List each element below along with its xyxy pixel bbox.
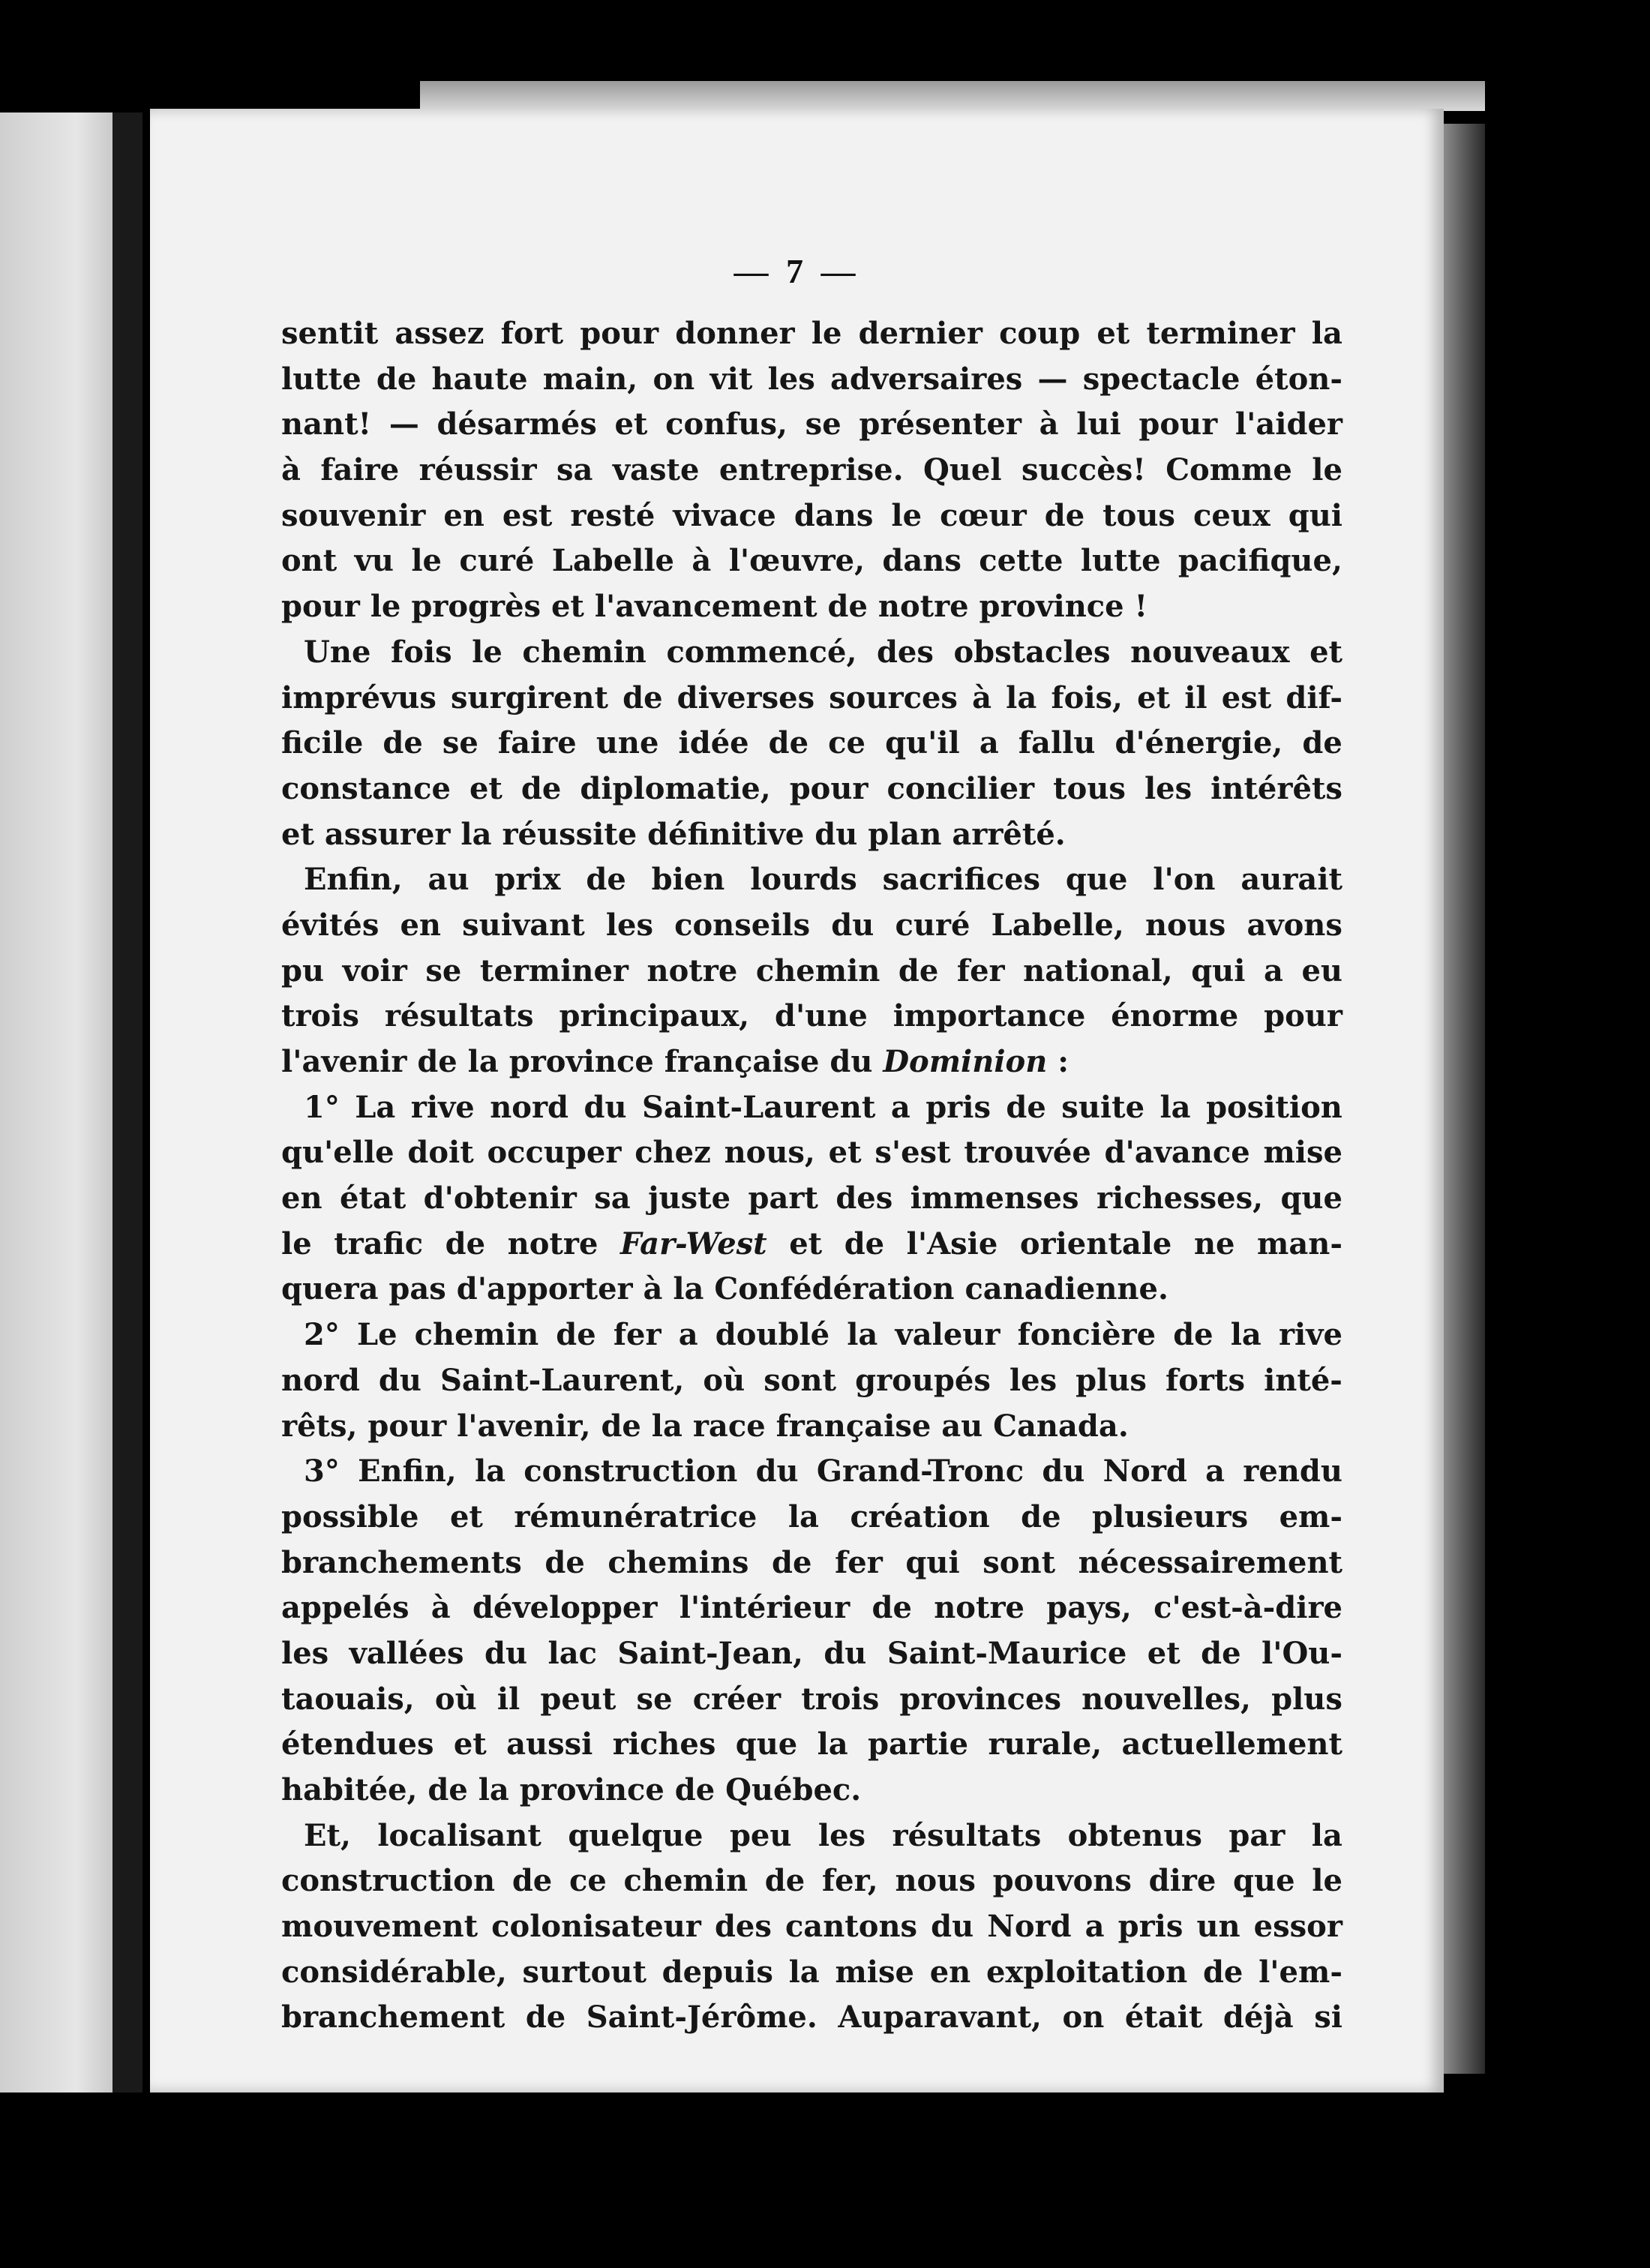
text-line: 3° Enfin, la construction du Grand-Tronc du Nord a rendu bbox=[304, 1454, 1342, 1490]
text-line: et assurer la réussite définitive du plan arrêté. bbox=[281, 816, 1066, 852]
page-stack-edge bbox=[1444, 124, 1485, 2074]
text-line: taouais, où il peut se créer trois provinces nouvelles, plus bbox=[281, 1681, 1342, 1717]
text-line: pour le progrès et l'avancement de notre province ! bbox=[281, 589, 1148, 625]
text-line: à faire réussir sa vaste entreprise. Quel succès! Comme le bbox=[281, 452, 1342, 488]
text-line: Une fois le chemin commencé, des obstacles nouveaux et bbox=[304, 634, 1342, 670]
text-line: qu'elle doit occuper chez nous, et s'est trouvée d'avance mise bbox=[281, 1135, 1342, 1171]
text-line: souvenir en est resté vivace dans le cœur de tous ceux qui bbox=[281, 497, 1342, 533]
text-line: ficile de se faire une idée de ce qu'il a fallu d'énergie, de bbox=[281, 725, 1342, 761]
text-line: possible et rémunératrice la création de plusieurs em- bbox=[281, 1498, 1342, 1534]
text-line: 1° La rive nord du Saint-Laurent a pris de suite la position bbox=[304, 1089, 1342, 1125]
text-line: nord du Saint-Laurent, où sont groupés les plus forts inté- bbox=[281, 1362, 1342, 1398]
facing-page-edge bbox=[0, 112, 128, 2092]
text-line: en état d'obtenir sa juste part des immenses richesses, que bbox=[281, 1180, 1342, 1216]
page-number: — 7 — bbox=[734, 252, 860, 290]
text-line: le trafic de notre Far-West et de l'Asie orientale ne man- bbox=[281, 1226, 1342, 1262]
text-line: Enfin, au prix de bien lourds sacrifices que l'on aurait bbox=[304, 862, 1342, 898]
text-line: rêts, pour l'avenir, de la race française au Canada. bbox=[281, 1408, 1129, 1444]
text-line: considérable, surtout depuis la mise en exploitation de l'em- bbox=[281, 1954, 1342, 1990]
text-line: branchements de chemins de fer qui sont nécessairement bbox=[281, 1544, 1342, 1580]
text-line: trois résultats principaux, d'une importance énorme pour bbox=[281, 998, 1342, 1034]
body-text bbox=[281, 311, 1342, 2041]
text-line: l'avenir de la province française du Dominion : bbox=[281, 1044, 1069, 1079]
text-line: branchement de Saint-Jérôme. Auparavant, on était déjà si bbox=[281, 2000, 1342, 2036]
text-line: ont vu le curé Labelle à l'œuvre, dans cette lutte pacifique, bbox=[281, 543, 1342, 579]
text-line: étendues et aussi riches que la partie rurale, actuellement bbox=[281, 1726, 1342, 1762]
text-line: les vallées du lac Saint-Jean, du Saint-Maurice et de l'Ou- bbox=[281, 1635, 1342, 1671]
text-line: quera pas d'apporter à la Confédération canadienne. bbox=[281, 1271, 1168, 1307]
text-line: évités en suivant les conseils du curé Labelle, nous avons bbox=[281, 907, 1342, 943]
text-line: sentit assez fort pour donner le dernier coup et terminer la bbox=[281, 316, 1342, 351]
text-line: nant! — désarmés et confus, se présenter à lui pour l'aider bbox=[281, 406, 1342, 442]
text-line: 2° Le chemin de fer a doublé la valeur foncière de la rive bbox=[304, 1317, 1342, 1353]
text-line: mouvement colonisateur des cantons du Nord a pris un essor bbox=[281, 1909, 1342, 1945]
text-line: pu voir se terminer notre chemin de fer national, qui a eu bbox=[281, 952, 1342, 988]
page-stack-top bbox=[420, 81, 1485, 111]
gutter-shadow bbox=[112, 112, 142, 2092]
text-line: construction de ce chemin de fer, nous pouvons dire que le bbox=[281, 1863, 1342, 1899]
text-line: imprévus surgirent de diverses sources à la fois, et il est dif- bbox=[281, 680, 1342, 716]
text-line: appelés à développer l'intérieur de notre pays, c'est-à-dire bbox=[281, 1590, 1342, 1626]
book-page bbox=[150, 109, 1444, 2092]
text-line: lutte de haute main, on vit les adversaires — spectacle éton- bbox=[281, 361, 1342, 397]
text-line: habitée, de la province de Québec. bbox=[281, 1772, 862, 1808]
text-line: constance et de diplomatie, pour concilier tous les intérêts bbox=[281, 770, 1342, 806]
text-line: Et, localisant quelque peu les résultats obtenus par la bbox=[304, 1817, 1342, 1853]
